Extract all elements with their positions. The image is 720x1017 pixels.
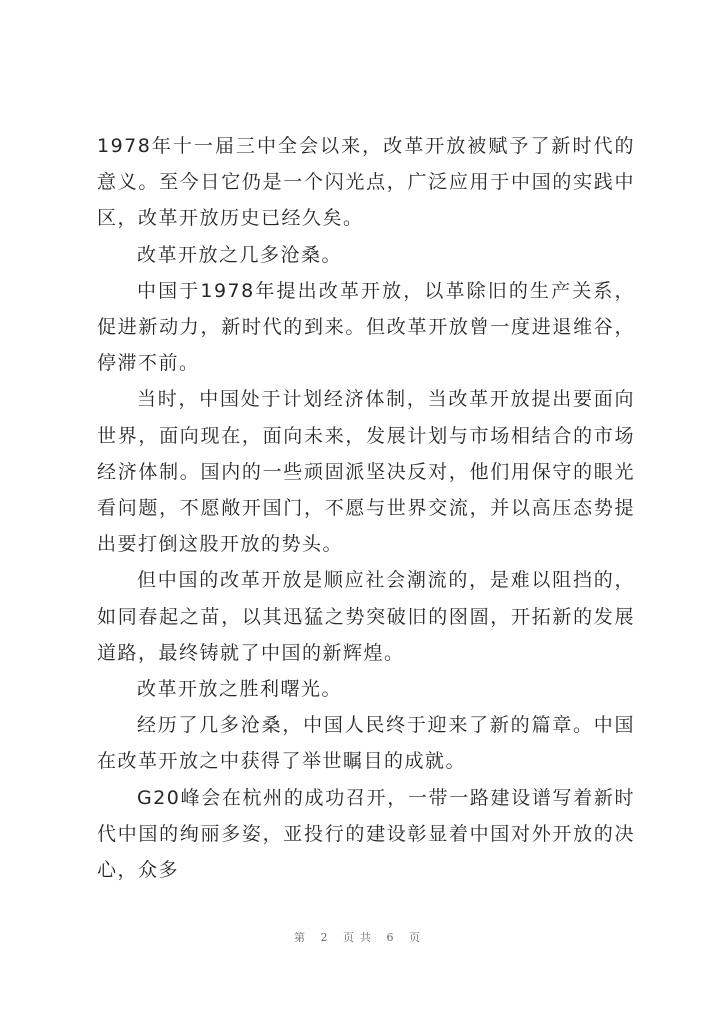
page-number-label: 第 2 页共 6 页 — [294, 931, 426, 944]
paragraph: 改革开放之几多沧桑。 — [137, 243, 343, 266]
page-footer — [0, 929, 720, 945]
paragraph: G20峰会在杭州的成功召开，一带一路建设谱写着新时代中国的绚丽多姿，亚投行的建设彰显着中国对外开放的决心，众多 — [97, 786, 635, 882]
body-text — [97, 128, 635, 888]
paragraph: 改革开放之胜利曙光。 — [137, 678, 343, 701]
paragraph: 经历了几多沧桑，中国人民终于迎来了新的篇章。中国在改革开放之中获得了举世瞩目的成就。 — [97, 714, 635, 773]
paragraph: 当时，中国处于计划经济体制，当改革开放提出要面向世界，面向现在，面向未来，发展计划与市场相结合的市场经济体制。国内的一些顽固派坚决反对，他们用保守的眼光看问题，不愿敞开国门，不愿与世界交流，并以高压态势提出要打倒这股开放的势头。 — [97, 388, 635, 556]
paragraph: 但中国的改革开放是顺应社会潮流的，是难以阻挡的，如同春起之苗，以其迅猛之势突破旧的囹圄，开拓新的发展道路，最终铸就了中国的新辉煌。 — [97, 569, 635, 664]
paragraph: 中国于1978年提出改革开放，以革除旧的生产关系，促进新动力，新时代的到来。但改革开放曾一度进退维谷，停滞不前。 — [97, 279, 635, 375]
paragraph: 1978年十一届三中全会以来，改革开放被赋予了新时代的意义。至今日它仍是一个闪光点，广泛应用于中国的实践中区，改革开放历史已经久矣。 — [97, 135, 635, 230]
